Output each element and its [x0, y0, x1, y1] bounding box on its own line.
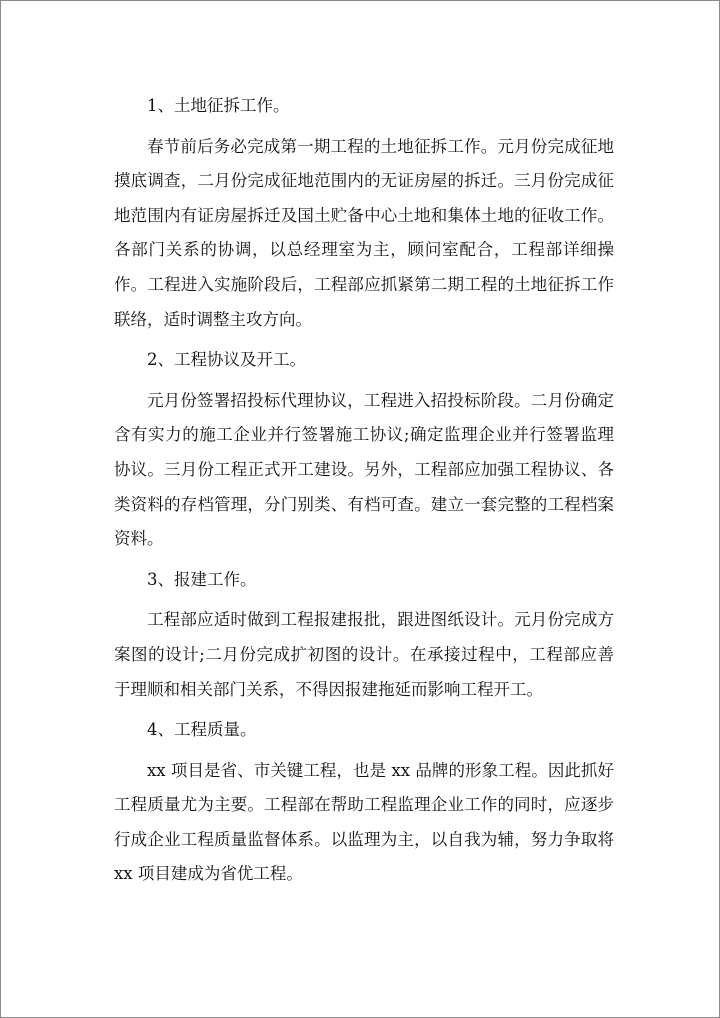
document-body [114, 89, 614, 898]
section-3-paragraph: 工程部应适时做到工程报建报批，跟进图纸设计。元月份完成方案图的设计;二月份完成扩初图的设计。在承接过程中，工程部应善于理顺和相关部门关系，不得因报建拖延而影响工程开工。 [114, 610, 614, 699]
section-3-heading: 3、报建工作。 [147, 569, 257, 589]
section-1-paragraph: 春节前后务必完成第一期工程的土地征拆工作。元月份完成征地摸底调查，二月份完成征地范围内的无证房屋的拆迁。三月份完成征地范围内有证房屋拆迁及国土贮备中心土地和集体土地的征收工作。各部门关系的协调，以总经理室为主，顾问室配合，工程部详细操作。工程进入实施阶段后，工程部应抓紧第二期工程的土地征拆工作联络，适时调整主攻方向。 [114, 136, 614, 329]
section-4-paragraph: xx 项目是省、市关键工程，也是 xx 品牌的形象工程。因此抓好工程质量尤为主要。工程部在帮助工程监理企业工作的同时，应逐步行成企业工程质量监督体系。以监理为主，以自我为辅，努力争取将 xx 项目建成为省优工程。 [114, 760, 614, 884]
section-2-heading: 2、工程协议及开工。 [147, 350, 306, 370]
section-2-paragraph: 元月份签署招投标代理协议，工程进入招投标阶段。二月份确定含有实力的施工企业并行签署施工协议;确定监理企业并行签署监理协议。三月份工程正式开工建设。另外，工程部应加强工程协议、各类资料的存档管理，分门别类、有档可查。建立一套完整的工程档案资料。 [114, 390, 614, 549]
section-1-heading: 1、土地征拆工作。 [147, 96, 290, 115]
section-4-heading: 4、工程质量。 [147, 720, 257, 740]
